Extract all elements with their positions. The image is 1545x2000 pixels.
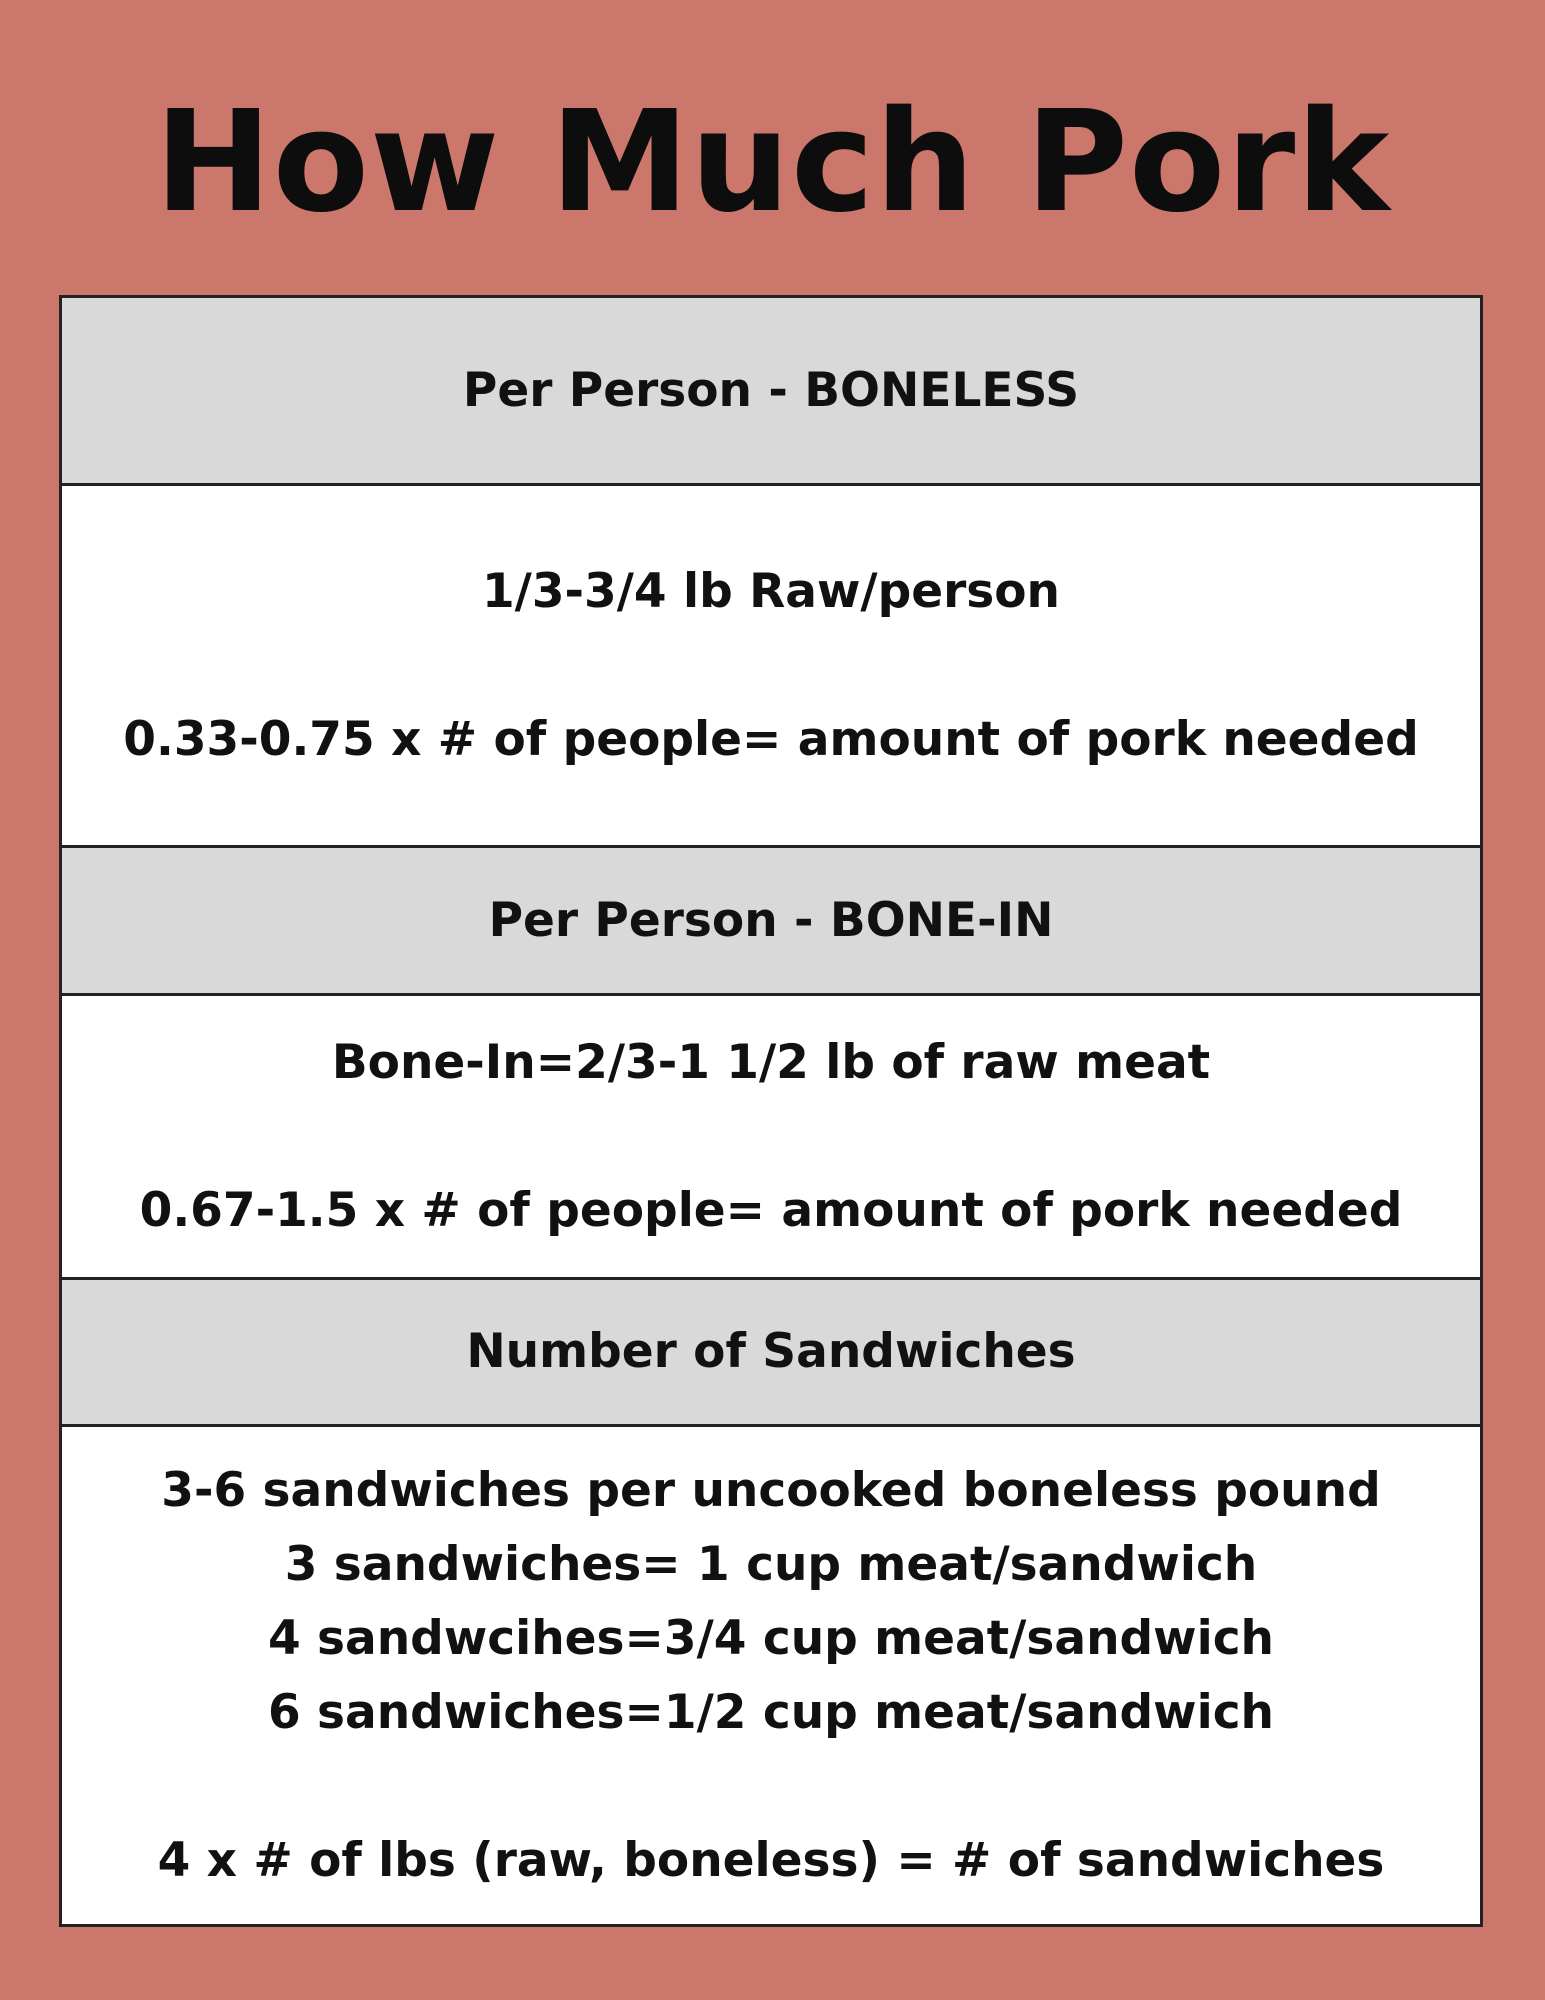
boneless-rate-text: 1/3-3/4 lb Raw/person [481,563,1061,619]
bone-in-formula-text: 0.67-1.5 x # of people= amount of pork needed [139,1182,1403,1238]
page-title: How Much Pork [154,81,1391,244]
four-sandwiches-text: 4 sandwcihes=3/4 cup meat/sandwich [267,1610,1275,1666]
pork-portion-table [59,295,1483,1927]
three-sandwiches-text: 3 sandwiches= 1 cup meat/sandwich [284,1536,1258,1592]
boneless-formula-text: 0.33-0.75 x # of people= amount of pork needed [123,711,1419,767]
boneless-body-row [62,483,1480,845]
sandwiches-formula-text: 4 x # of lbs (raw, boneless) = # of sandwiches [157,1832,1385,1888]
bone-in-rate-text: Bone-In=2/3-1 1/2 lb of raw meat [331,1034,1211,1090]
six-sandwiches-text: 6 sandwiches=1/2 cup meat/sandwich [267,1684,1275,1740]
boneless-header: Per Person - BONELESS [462,362,1080,418]
bone-in-header-row [62,845,1480,993]
sandwiches-per-pound-text: 3-6 sandwiches per uncooked boneless pound [161,1462,1381,1518]
boneless-header-row [62,298,1480,483]
sandwiches-body-row [62,1424,1480,1924]
sandwiches-header: Number of Sandwiches [466,1324,1076,1379]
sandwiches-header-row [62,1277,1480,1424]
bone-in-header: Per Person - BONE-IN [488,892,1054,948]
bone-in-body-row [62,993,1480,1277]
